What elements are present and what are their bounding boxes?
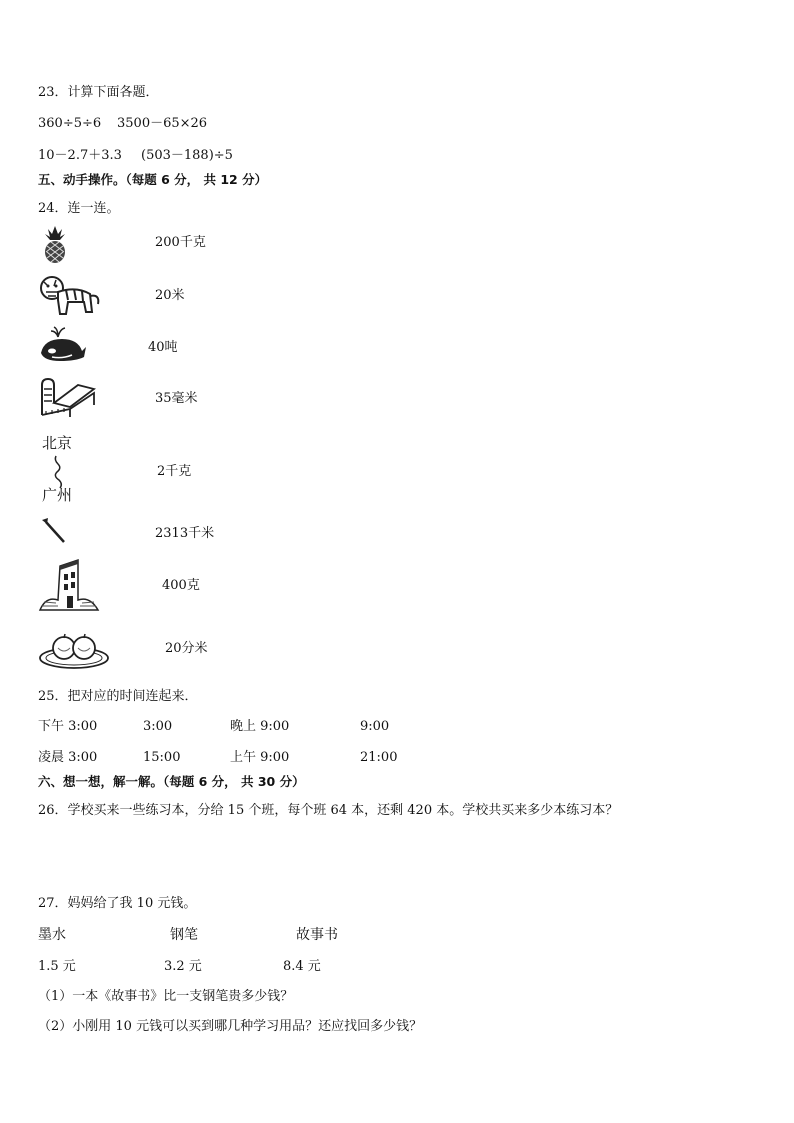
q23-expr-3: 10－2.7＋3.3 (38, 148, 122, 163)
section-6-heading: 六、想一想，解一解。（每题 6 分， 共 30 分） (38, 774, 305, 789)
q25-time-7: 上午 9:00 (230, 750, 290, 765)
q24-label-7: 400克 (162, 578, 200, 593)
q23-title: 23．计算下面各题． (38, 85, 159, 100)
q23-expr-4: (503－188)÷5 (141, 148, 233, 163)
q27-item-1: 墨水 (38, 927, 66, 943)
q27-price-1: 1.5 元 (38, 959, 76, 974)
q24-label-5: 2千克 (157, 464, 192, 479)
q27-price-2: 3.2 元 (164, 959, 202, 974)
q25-time-8: 21:00 (360, 750, 398, 765)
bed-icon (38, 375, 96, 419)
q25-time-6: 15:00 (143, 750, 181, 765)
q27-subquestion-1: （1）一本《故事书》比一支钢笔贵多少钱？ (38, 989, 294, 1004)
q27-price-3: 8.4 元 (283, 959, 321, 974)
q25-title: 25．把对应的时间连起来． (38, 689, 198, 704)
q25-time-4: 9:00 (360, 719, 390, 734)
section-5-heading: 五、动手操作。（每题 6 分， 共 12 分） (38, 172, 268, 187)
q24-label-6: 2313千米 (155, 526, 215, 541)
q27-title: 27．妈妈给了我 10 元钱。 (38, 896, 197, 911)
q23-expr-2: 3500－65×26 (117, 116, 208, 131)
q24-title: 24．连一连。 (38, 201, 120, 216)
q24-label-4: 35毫米 (155, 391, 198, 406)
q25-time-3: 晚上 9:00 (230, 719, 290, 734)
fruit-plate-icon (38, 628, 110, 670)
tiger-icon (36, 272, 102, 318)
q24-label-8: 20分米 (165, 641, 208, 656)
q24-label-2: 20米 (155, 288, 185, 303)
pineapple-icon (38, 224, 72, 264)
beijing-guangzhou-map-icon (40, 432, 84, 508)
q26-text: 26．学校买来一些练习本，分给 15 个班，每个班 64 本，还剩 420 本。学校共买来多少本练习本？ (38, 803, 619, 818)
q25-time-2: 3:00 (143, 719, 173, 734)
q25-time-5: 凌晨 3:00 (38, 750, 98, 765)
whale-icon (38, 325, 88, 365)
q25-time-1: 下午 3:00 (38, 719, 98, 734)
q27-item-2: 钢笔 (170, 927, 198, 943)
q24-label-1: 200千克 (155, 235, 206, 250)
map-label-guangzhou: 广州 (42, 486, 73, 504)
q27-item-3: 故事书 (296, 927, 338, 943)
q24-label-3: 40吨 (148, 340, 178, 355)
map-label-beijing: 北京 (42, 434, 73, 452)
nail-icon (38, 516, 68, 546)
building-icon (38, 556, 100, 612)
q27-subquestion-2: （2）小刚用 10 元钱可以买到哪几种学习用品？还应找回多少钱？ (38, 1019, 423, 1034)
q23-expr-1: 360÷5÷6 (38, 116, 102, 131)
